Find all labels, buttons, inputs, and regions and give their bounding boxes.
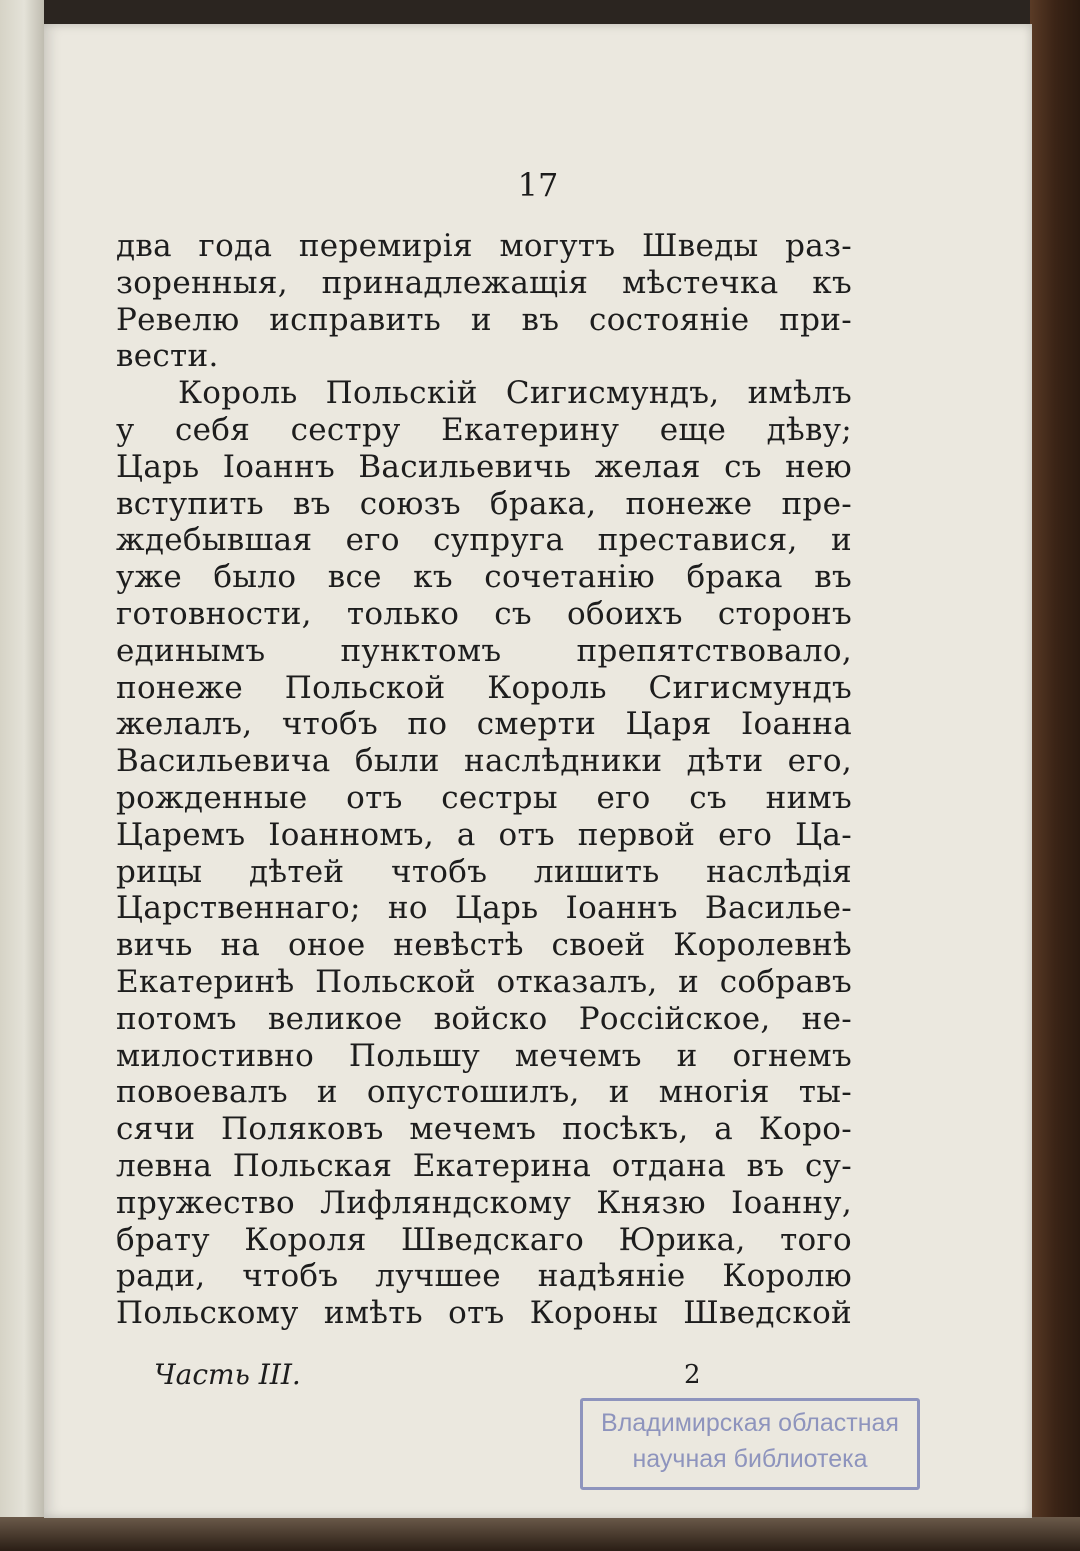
text-line: Ревелю исправить и въ состояніе при- [116,301,852,338]
text-line: уже было все къ сочетанію брака въ [116,559,852,596]
book-right-edge [1030,0,1080,1551]
book-left-edge [0,0,44,1551]
text-line: вести. [116,338,219,375]
text-line: левна Польская Екатерина отдана въ су- [116,1147,852,1184]
stamp-line-1: Владимирская областная [601,1409,899,1437]
text-line: у себя сестру Екатерину еще дѣву; [116,411,852,448]
text-line: вичь на оное невѣстѣ своей Королевнѣ [116,927,852,964]
text-line: ради, чтобъ лучшее надѣяніе Королю [116,1258,852,1295]
text-line: Царемъ Іоанномъ, а отъ первой его Ца- [116,816,852,853]
text-line: вступить въ союзъ брака, понеже пре- [116,485,852,522]
text-line: Царственнаго; но Царь Іоаннъ Василье- [116,890,852,927]
text-line: сячи Поляковъ мечемъ посѣкъ, а Коро- [116,1111,852,1148]
text-line: зоренныя, принадлежащія мѣстечка къ [116,264,852,301]
text-line: рожденные отъ сестры его съ нимъ [116,779,852,816]
text-line: Король Польскій Сигисмундъ, имѣлъ [178,375,852,412]
text-line: два года перемирія могутъ Шведы раз- [116,228,852,264]
text-line: желалъ, чтобъ по смерти Царя Іоанна [116,706,852,743]
stamp-line-2: научная библиотека [632,1445,868,1473]
text-line: пружество Лифляндскому Князю Іоанну, [116,1184,852,1221]
text-line: потомъ великое войско Россійское, не- [116,1000,852,1037]
library-stamp [580,1398,920,1490]
body-text [116,228,852,1332]
page-number: 17 [517,166,559,204]
text-line: единымъ пунктомъ препятствовало, [116,632,852,669]
signature-number: 2 [684,1360,701,1390]
text-line: ждебывшая его супруга преставися, и [116,522,852,559]
book-page [44,24,1032,1518]
text-line: рицы дѣтей чтобъ лишить наслѣдія [116,853,852,890]
text-line: понеже Польской Король Сигисмундъ [116,669,852,706]
text-line: милостивно Польшу мечемъ и огнемъ [116,1037,852,1074]
text-line: готовности, только съ обоихъ сторонъ [116,595,852,632]
text-line: повоевалъ и опустошилъ, и многія ты- [116,1074,852,1111]
text-line: брату Короля Шведскаго Юрика, того [116,1221,852,1258]
text-line: Екатеринѣ Польской отказалъ, и собравъ [116,963,852,1000]
text-line: Васильевича были наслѣдники дѣти его, [116,743,852,780]
book-bottom-edge [0,1517,1080,1551]
text-line: Царь Іоаннъ Васильевичь желая съ нею [116,448,852,485]
signature-mark: Часть III. [154,1358,301,1391]
text-line: Польскому имѣть отъ Короны Шведской [116,1295,852,1332]
